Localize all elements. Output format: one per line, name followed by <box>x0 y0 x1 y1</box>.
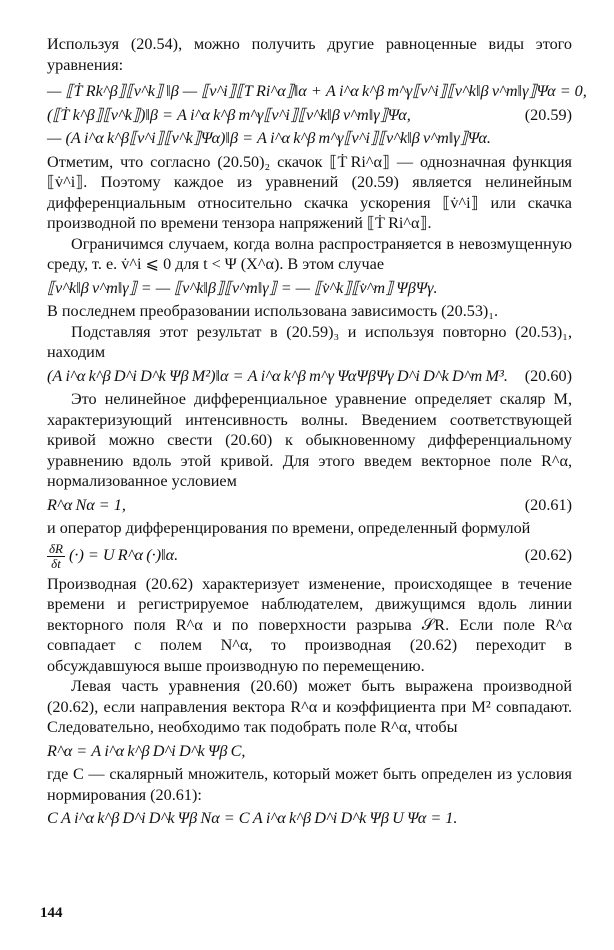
paragraph-note: Отметим, что согласно (20.50)₂ скачок ⟦Ṫ Ri^α⟧ — однозначная функция ⟦v̇^i⟧. Поэтому каждое из уравнений (20.59) является нелинейным дифференциальным относительно скачка ускорения ⟦v̇^i⟧ или скачка производной по времени тензора напряжений ⟦Ṫ Ri^α⟧. <box>47 152 572 232</box>
equation-text: (⟦Ṫ k^β⟧⟦v^k⟧)‖β = A i^α k^β m^γ⟦v^i⟧⟦v^k‖β v^m‖γ⟧Ψα, <box>47 105 411 124</box>
equation-text: (A i^α k^β D^i D^k Ψβ M²)‖α = A i^α k^β m^γ ΨαΨβΨγ D^i D^k D^m M³. <box>47 366 508 385</box>
fraction-numerator: δR <box>49 540 63 556</box>
paragraph-dependence: В последнем преобразовании использована зависимость (20.53)₁. <box>47 302 499 320</box>
equation-number: (20.60) <box>524 366 572 385</box>
equation-number: (20.59) <box>524 105 572 124</box>
paragraph-substitute: Подставляя этот результат в (20.59)₃ и используя повторно (20.53)₁, находим <box>47 322 572 361</box>
paragraph-operator: и оператор дифференцирования по времени, определенный формулой <box>47 519 531 537</box>
equation-20-61 <box>47 495 572 516</box>
page-number: 144 <box>40 905 63 921</box>
equation-text: (·) = U R^α (·)‖α. <box>69 545 179 564</box>
equation-number: (20.62) <box>524 545 572 564</box>
derivative-fraction <box>47 542 65 571</box>
paragraph-intro: Используя (20.54), можно получить другие равноценные виды этого уравнения: <box>47 35 572 74</box>
paragraph-scalar-c: где C — скалярный множитель, который может быть определен из условия нормирования (20.61): <box>47 765 572 804</box>
paragraph-nonlinear: Это нелинейное дифференциальное уравнение определяет скаляр M, характеризующий интенсивность волны. Введением соответствующей кривой можно свести (20.60) к обыкновенному дифференциальному уравнению вдоль этой кривой. Для этого введем векторное поле R^α, нормализованное условием <box>47 390 572 490</box>
equation-text: R^α Nα = 1, <box>47 495 126 514</box>
equation-r-field <box>47 741 572 762</box>
equation-20-59a <box>47 81 587 102</box>
equation-text: C A i^α k^β D^i D^k Ψβ Nα = C A i^α k^β D^i D^k Ψβ U Ψα = 1. <box>47 809 458 827</box>
equation-text: — ⟦Ṫ Rk^β⟧⟦v^k⟧ ‖β — ⟦v^i⟧⟦T Ri^α⟧‖α + A i^α k^β m^γ⟦v^i⟧⟦v^k‖β v^m‖γ⟧Ψα = 0, <box>47 82 587 100</box>
equation-20-62 <box>47 542 572 571</box>
equation-text: ⟦v^k‖β v^m‖γ⟧ = — ⟦v^k‖β⟧⟦v^m‖γ⟧ = — ⟦v̇^k⟧⟦v̇^m⟧ ΨβΨγ. <box>47 278 438 297</box>
equation-20-59b <box>47 105 572 126</box>
equation-normalization <box>47 808 572 829</box>
fraction-denominator: δt <box>51 555 61 571</box>
equation-number: (20.61) <box>524 495 572 514</box>
paragraph-derivative-meaning: Производная (20.62) характеризует изменение, происходящее в течение времени и регистрируемое наблюдателем, движущимся вдоль линии векторного поля R^α и по поверхности разрыва 𝒮R. Если поле R^α совпадает с полем N^α, то производная (20.62) переходит в обсуждавшуюся выше производную по перемещению. <box>47 574 572 675</box>
equation-20-60 <box>47 366 572 387</box>
paragraph-left-side: Левая часть уравнения (20.60) может быть выражена производной (20.62), если направления вектора R^α и коэффициента при M² совпадают. Следовательно, необходимо так подобрать поле R^α, чтобы <box>47 677 572 736</box>
paragraph-restrict: Ограничимся случаем, когда волна распространяется в невозмущенную среду, т. е. v̇^i ⩽ 0 для t < Ψ (X^α). В этом случае <box>47 234 572 273</box>
equation-text: R^α = A i^α k^β D^i D^k Ψβ C, <box>47 741 246 760</box>
equation-20-59c <box>47 128 572 149</box>
equation-jump-product <box>47 278 572 299</box>
equation-text: — (A i^α k^β⟦v^i⟧⟦v^k⟧Ψα)‖β = A i^α k^β m^γ⟦v^i⟧⟦v^k‖β v^m‖γ⟧Ψα. <box>47 129 491 147</box>
